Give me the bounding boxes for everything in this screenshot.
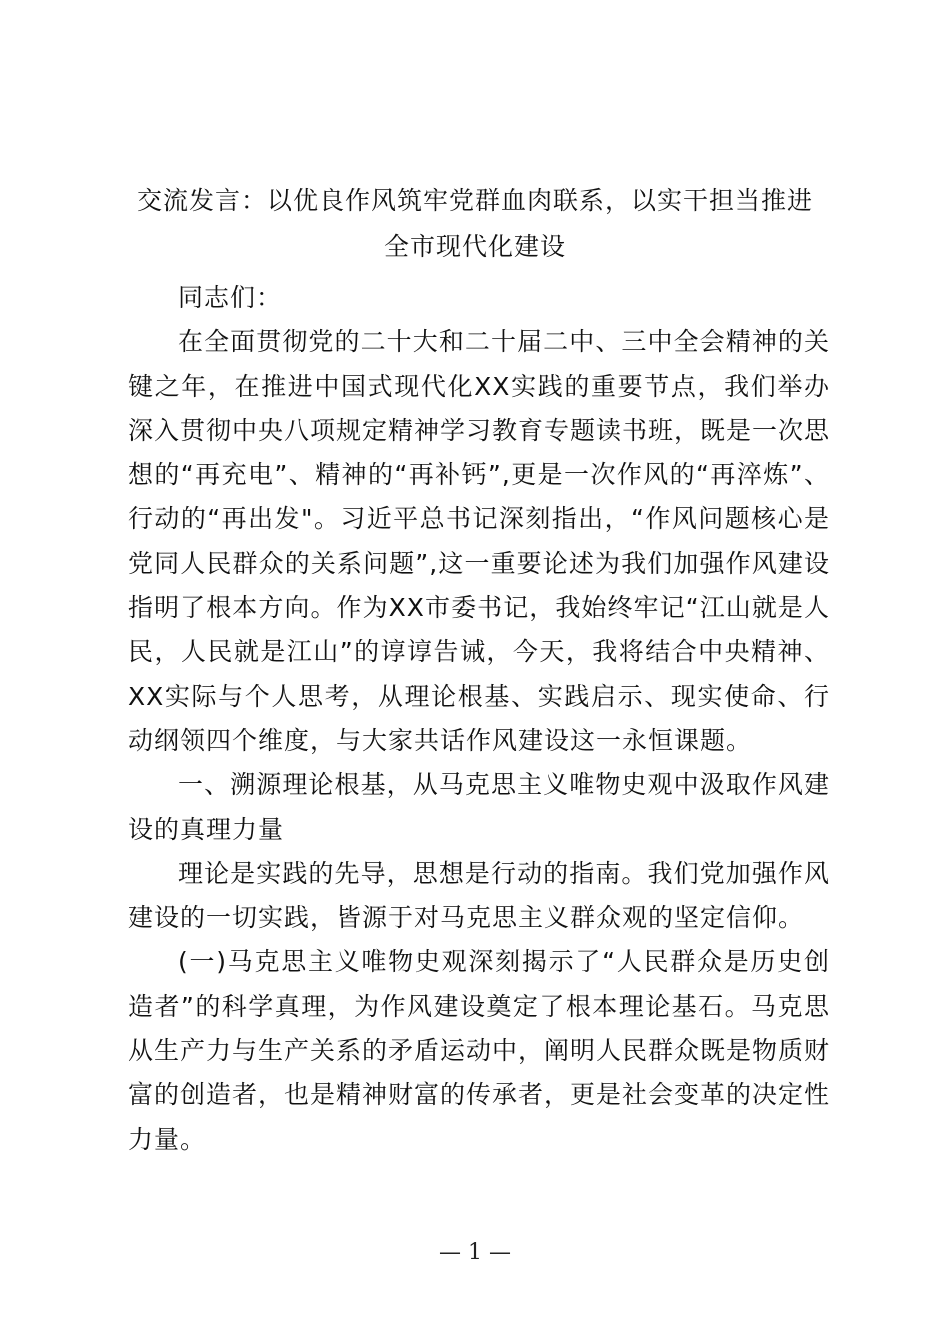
paragraph-subsection-1: (一)马克思主义唯物史观深刻揭示了“人民群众是历史创造者”的科学真理，为作风建设奠定了根本理论基石。马克思从生产力与生产关系的矛盾运动中，阐明人民群众既是物质财富的创造者，也是精神财富的传承者，更是社会变革的决定性力量。 — [128, 947, 831, 1154]
document-body — [128, 276, 830, 1162]
document-title: 交流发言：以优良作风筑牢党群血肉联系，以实干担当推进全市现代化建设 — [136, 186, 813, 261]
paragraph-theory: 理论是实践的先导，思想是行动的指南。我们党加强作风建设的一切实践，皆源于对马克思主义群众观的坚定信仰。 — [128, 858, 830, 933]
salutation: 同志们： — [178, 283, 283, 312]
page-number: — 1 — — [439, 1240, 511, 1265]
paragraph-intro: 在全面贯彻党的二十大和二十届二中、三中全会精神的关键之年，在推进中国式现代化XX实践的重要节点，我们举办深入贯彻中央八项规定精神学习教育专题读书班，既是一次思想的“再充电”、精神的“再补钙”,更是一次作风的“再淬炼”、行动的“再出发"。习近平总书记深刻指出，“作风问题核心是党同人民群众的关系问题”,这一重要论述为我们加强作风建设指明了根本方向。作为XX市委书记，我始终牢记“江山就是人民，人民就是江山”的谆谆告诫，今天，我将结合中央精神、XX实际与个人思考，从理论根基、实践启示、现实使命、行动纲领四个维度，与大家共话作风建设这一永恒课题。 — [128, 327, 831, 755]
section-heading-1: 一、溯源理论根基，从马克思主义唯物史观中汲取作风建设的真理力量 — [128, 770, 830, 844]
